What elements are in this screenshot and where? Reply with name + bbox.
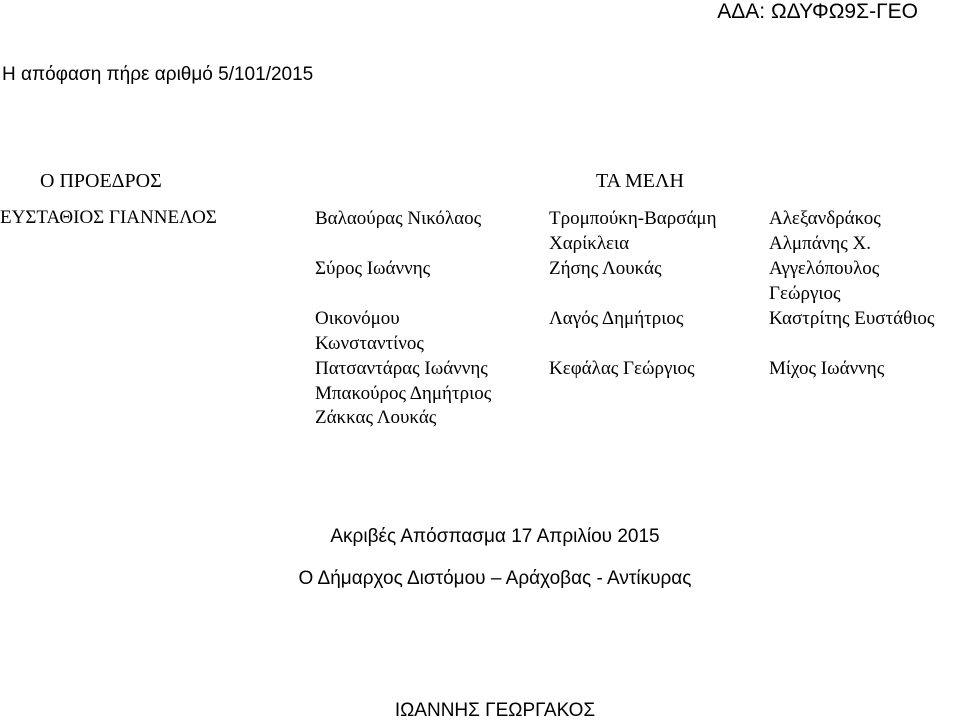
member-name: Αλμπάνης Χ. bbox=[769, 233, 871, 254]
member-name: Κωνσταντίνος bbox=[315, 333, 424, 354]
member-name: Λαγός Δημήτριος bbox=[549, 308, 684, 329]
exact-extract-line: Ακριβές Απόσπασμα 17 Απριλίου 2015 bbox=[330, 526, 660, 547]
member-name: Μίχος Ιωάννης bbox=[769, 358, 885, 379]
president-name: ΕΥΣΤΑΘΙΟΣ ΓΙΑΝΝΕΛΟΣ bbox=[0, 207, 217, 228]
member-name: Αγγελόπουλος bbox=[769, 258, 880, 279]
member-name: Οικονόμου bbox=[315, 308, 400, 329]
member-name: Κεφάλας Γεώργιος bbox=[549, 358, 695, 379]
member-name: Πατσαντάρας Ιωάννης bbox=[315, 358, 488, 379]
president-heading: Ο ΠΡΟΕΔΡΟΣ bbox=[40, 170, 162, 192]
member-name: Γεώργιος bbox=[769, 283, 841, 304]
member-name: Μπακούρος Δημήτριος bbox=[315, 383, 492, 404]
signer-name: ΙΩΑΝΝΗΣ ΓΕΩΡΓΑΚΟΣ bbox=[394, 700, 596, 721]
member-name: Χαρίκλεια bbox=[549, 233, 630, 254]
member-name: Τρομπούκη-Βαρσάμη bbox=[549, 208, 717, 229]
ada-code: ΑΔΑ: ΩΔΥΦΩ9Σ-ΓΕΟ bbox=[717, 0, 918, 23]
member-name: Καστρίτης Ευστάθιος bbox=[769, 308, 935, 329]
members-heading: ΤΑ ΜΕΛΗ bbox=[596, 170, 684, 192]
decision-number: Η απόφαση πήρε αριθμό 5/101/2015 bbox=[2, 64, 314, 85]
member-name: Ζήσης Λουκάς bbox=[549, 258, 662, 279]
mayor-title: Ο Δήμαρχος Διστόμου – Αράχοβας - Αντίκυρας bbox=[298, 568, 692, 589]
member-name: Βαλαούρας Νικόλαος bbox=[315, 208, 482, 229]
member-name: Σύρος Ιωάννης bbox=[315, 258, 431, 279]
member-name: Αλεξανδράκος bbox=[769, 208, 881, 229]
member-name: Ζάκκας Λουκάς bbox=[315, 407, 437, 428]
